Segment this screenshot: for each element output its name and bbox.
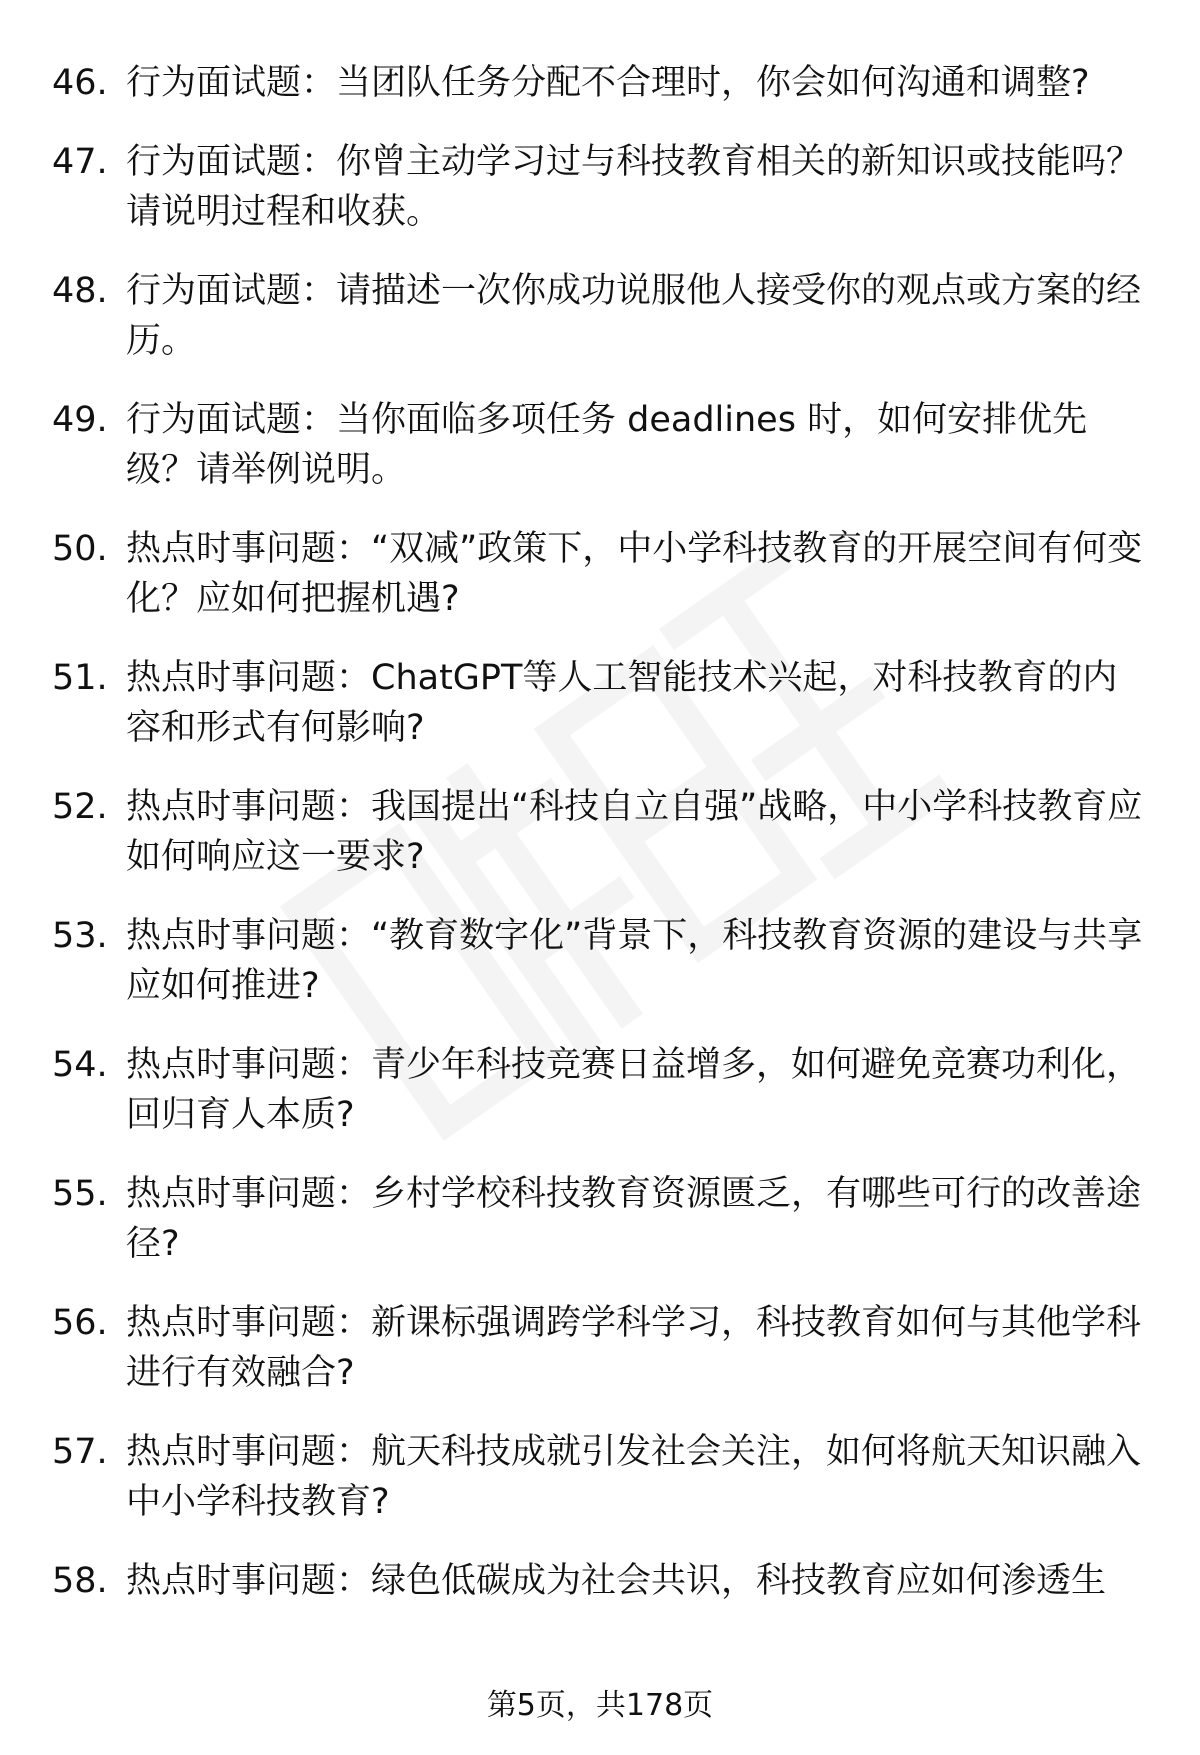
question-text: 行为面试题：请描述一次你成功说服他人接受你的观点或方案的经历。 (126, 271, 1142, 361)
list-item (52, 782, 1152, 882)
question-number: 46. (52, 63, 108, 103)
question-number: 55. (52, 1174, 108, 1214)
question-list (52, 58, 1152, 1635)
list-item (52, 1556, 1152, 1606)
list-item (52, 1298, 1152, 1398)
list-item (52, 395, 1152, 495)
list-item (52, 58, 1152, 108)
list-item (52, 137, 1152, 237)
question-text: 热点时事问题：绿色低碳成为社会共识，科技教育应如何渗透生 (126, 1561, 1107, 1601)
question-number: 56. (52, 1303, 108, 1343)
question-text: 热点时事问题：我国提出“科技自立自强”战略，中小学科技教育应如何响应这一要求? (126, 787, 1143, 877)
question-text: 热点时事问题：“双减”政策下，中小学科技教育的开展空间有何变化？应如何把握机遇? (126, 529, 1143, 619)
list-item (52, 1427, 1152, 1527)
question-number: 48. (52, 271, 108, 311)
question-text: 热点时事问题：航天科技成就引发社会关注，如何将航天知识融入中小学科技教育? (126, 1432, 1142, 1522)
question-number: 51. (52, 658, 108, 698)
question-number: 50. (52, 529, 108, 569)
question-text: 行为面试题：当你面临多项任务 deadlines 时，如何安排优先级？请举例说明。 (126, 400, 1088, 490)
list-item (52, 524, 1152, 624)
question-number: 49. (52, 400, 108, 440)
question-text: 热点时事问题：新课标强调跨学科学习，科技教育如何与其他学科进行有效融合? (126, 1303, 1142, 1393)
list-item (52, 1169, 1152, 1269)
question-text: 热点时事问题：青少年科技竞赛日益增多，如何避免竞赛功利化，回归育人本质? (126, 1045, 1142, 1135)
question-number: 54. (52, 1045, 108, 1085)
question-text: 行为面试题：你曾主动学习过与科技教育相关的新知识或技能吗？请说明过程和收获。 (126, 142, 1142, 232)
list-item (52, 653, 1152, 753)
question-number: 58. (52, 1561, 108, 1601)
question-number: 47. (52, 142, 108, 182)
question-text: 热点时事问题：ChatGPT等人工智能技术兴起，对科技教育的内容和形式有何影响? (126, 658, 1118, 748)
page-number-footer: 第5页，共178页 (486, 1688, 714, 1723)
list-item (52, 1040, 1152, 1140)
question-text: 热点时事问题：“教育数字化”背景下，科技教育资源的建设与共享应如何推进? (126, 916, 1143, 1006)
question-text: 行为面试题：当团队任务分配不合理时，你会如何沟通和调整? (126, 63, 1090, 103)
question-number: 57. (52, 1432, 108, 1472)
question-number: 53. (52, 916, 108, 956)
question-number: 52. (52, 787, 108, 827)
question-text: 热点时事问题：乡村学校科技教育资源匮乏，有哪些可行的改善途径? (126, 1174, 1142, 1264)
list-item (52, 266, 1152, 366)
list-item (52, 911, 1152, 1011)
